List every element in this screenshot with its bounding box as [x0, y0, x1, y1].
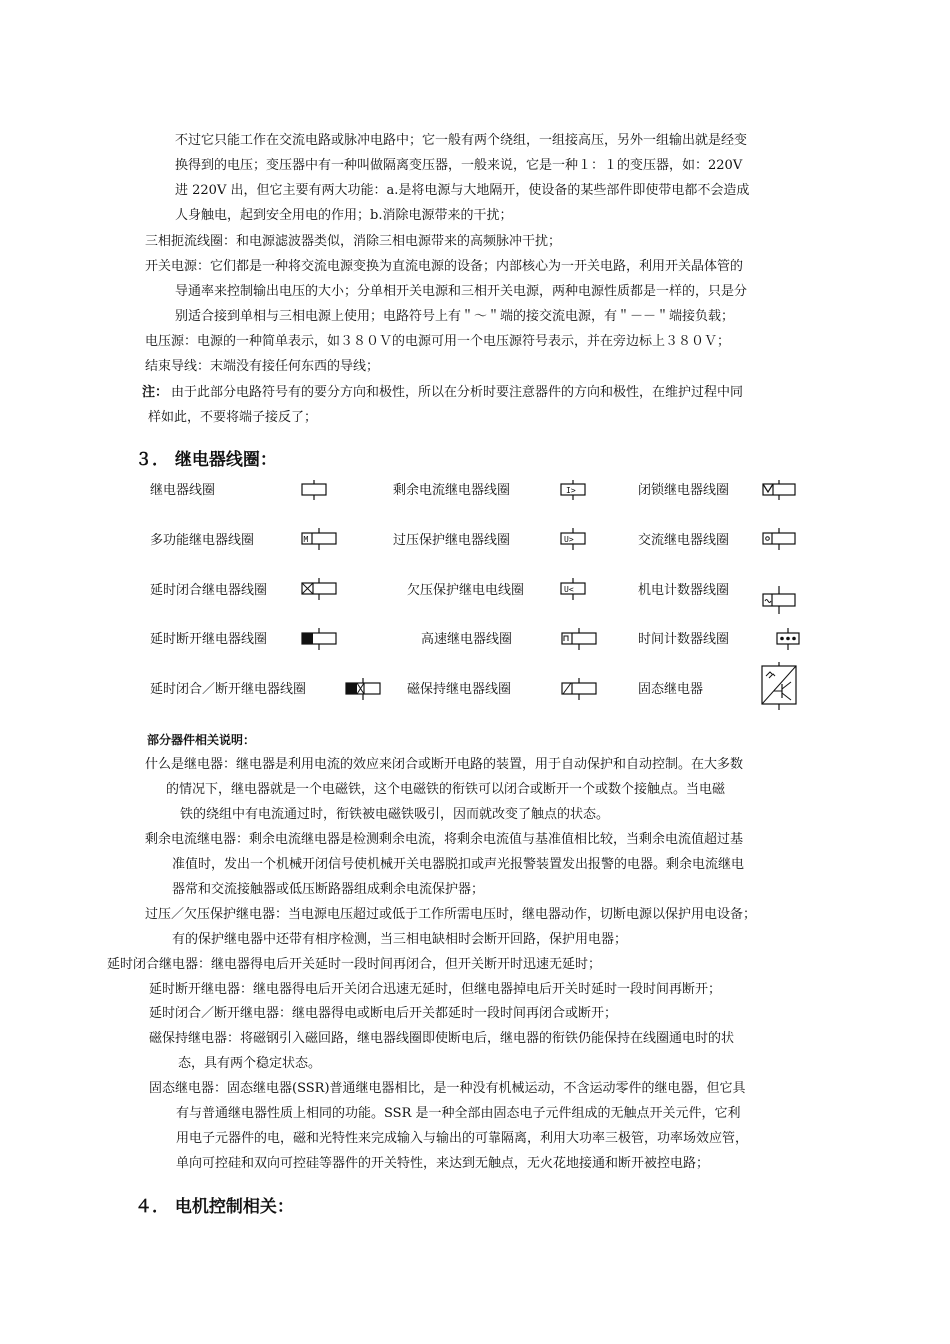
symbol-label: 延时断开继电器线圈 — [150, 632, 268, 647]
symbol-label: 机电计数器线圈 — [638, 583, 730, 598]
intro-line: 进 220V 出，但它主要有两大功能：a.是将电源与大地隔开，使设备的某些部件即使带电都不会造成 — [175, 183, 750, 198]
high-speed-coil-icon — [560, 628, 598, 650]
magnetic-latching-coil-icon — [560, 678, 598, 700]
intro-line: 人身触电，起到安全用电的作用；b.消除电源带来的干扰； — [175, 208, 513, 223]
symbol-mark: U> — [564, 535, 574, 544]
symbol-label: 欠压保护继电电线圈 — [407, 583, 525, 598]
symbol-label: 剩余电流继电器线圈 — [393, 483, 511, 498]
note-line: 剩余电流继电器：剩余电流继电器是检测剩余电流，将剩余电流值与基准值相比较，当剩余电流值超过基 — [145, 832, 744, 847]
intro-line: 开关电源：它们都是一种将交流电源变换为直流电源的设备；内部核心为一开关电路，利用开关晶体管的 — [145, 259, 744, 274]
note-line: 磁保持继电器：将磁钢引入磁回路，继电器线圈即使断电后，继电器的衔铁仍能保持在线圈通电时的状 — [149, 1031, 735, 1046]
note-line: 由于此部分电路符号有的要分方向和极性，所以在分析时要注意器件的方向和极性，在维护过程中同 — [171, 385, 744, 400]
note-line: 用电子元器件的电，磁和光特性来完成输入与输出的可靠隔离，利用大功率三极管，功率场效应管， — [176, 1131, 749, 1146]
delay-open-coil-icon — [300, 628, 338, 650]
note-line: 过压／欠压保护继电器：当电源电压超过或低于工作所需电压时，继电器动作，切断电源以保护用电设备； — [145, 907, 757, 922]
section-3-heading: ３． 继电器线圈： — [135, 450, 277, 470]
overvoltage-coil-icon — [558, 528, 588, 550]
note-line: 延时闭合／断开继电器：继电器得电或断电后开关都延时一段时间再闭合或断开； — [149, 1006, 618, 1021]
intro-line: 结束导线：末端没有接任何东西的导线； — [145, 359, 380, 374]
intro-line: 电压源：电源的一种简单表示，如３８０Ｖ的电源可用一个电压源符号表示，并在旁边标上３８０Ｖ； — [145, 334, 731, 349]
symbol-label: 高速继电器线圈 — [421, 632, 513, 647]
counter-coil-icon — [760, 586, 798, 614]
intro-line: 不过它只能工作在交流电路或脉冲电路中；它一般有两个绕组，一组接高压，另外一组输出就是经变 — [175, 133, 748, 148]
residual-current-coil-icon — [558, 480, 588, 500]
solid-state-relay-icon — [760, 662, 798, 710]
symbol-label: 延时闭合／断开继电器线圈 — [150, 682, 307, 697]
symbol-mark: U< — [564, 585, 574, 594]
symbol-label: 交流继电器线圈 — [638, 533, 730, 548]
intro-line: 换得到的电压；变压器中有一种叫做隔离变压器，一般来说，它是一种１：１的变压器，如：220V — [175, 158, 743, 173]
note-line: 样如此，不要将端子接反了； — [148, 410, 318, 425]
symbol-label: 过压保护继电器线圈 — [393, 533, 511, 548]
latching-coil-icon — [760, 480, 798, 500]
note-line: 延时断开继电器：继电器得电后开关闭合迅速无延时，但继电器掉电后开关时延时一段时间再断开； — [149, 982, 722, 997]
note-line: 固态继电器：固态继电器(SSR)普通继电器相比，是一种没有机械运动，不含运动零件的继电器，但它具 — [149, 1081, 746, 1096]
note-line: 准值时，发出一个机械开闭信号使机械开关电器脱扣或声光报警装置发出报警的电器。剩余电流继电 — [172, 857, 745, 872]
note-line: 器常和交流接触器或低压断路器组成剩余电流保护器； — [172, 882, 485, 897]
delay-close-open-coil-icon — [344, 678, 382, 700]
note-line: 什么是继电器：继电器是利用电流的效应来闭合或断开电路的装置，用于自动保护和自动控制。在大多数 — [145, 757, 744, 772]
notes-title: 部分器件相关说明： — [147, 733, 256, 747]
note-line: 态，具有两个稳定状态。 — [178, 1056, 322, 1071]
note-line: 的情况下，继电器就是一个电磁铁，这个电磁铁的衔铁可以闭合或断开一个或数个接触点。当电磁 — [166, 782, 726, 797]
intro-line: 三相扼流线圈：和电源滤波器类似，消除三相电源带来的高频脉冲干扰； — [145, 234, 562, 249]
note-line: 单向可控硅和双向可控硅等器件的开关特性，来达到无触点，无火花地接通和断开被控电路； — [176, 1156, 710, 1171]
symbol-label: 固态继电器 — [638, 682, 704, 697]
symbol-mark: I> — [566, 486, 576, 495]
ac-coil-icon — [760, 528, 798, 550]
note-label: 注： — [142, 385, 169, 400]
symbol-label: 多功能继电器线圈 — [150, 533, 255, 548]
time-counter-coil-icon — [776, 628, 800, 650]
symbol-label: 延时闭合继电器线圈 — [150, 583, 268, 598]
delay-close-coil-icon — [300, 578, 338, 600]
note-line: 铁的绕组中有电流通过时，衔铁被电磁铁吸引，因而就改变了触点的状态。 — [180, 807, 610, 822]
symbol-label: 闭锁继电器线圈 — [638, 483, 730, 498]
symbol-mark: M — [303, 535, 309, 544]
multifunction-coil-icon — [300, 528, 338, 550]
section-4-heading: ４． 电机控制相关： — [135, 1197, 294, 1217]
symbol-label: 继电器线圈 — [150, 483, 216, 498]
note-line: 延时闭合继电器：继电器得电后开关延时一段时间再闭合，但开关断开时迅速无延时； — [107, 957, 602, 972]
intro-line: 别适合接到单相与三相电源上使用；电路符号上有＂～＂端的接交流电源，有＂－－＂端接负载； — [175, 309, 735, 324]
note-line: 有的保护继电器中还带有相序检测，当三相电缺相时会断开回路，保护用电器； — [172, 932, 628, 947]
intro-line: 导通率来控制输出电压的大小；分单相开关电源和三相开关电源，两种电源性质都是一样的，只是分 — [175, 284, 748, 299]
symbol-label: 时间计数器线圈 — [638, 632, 730, 647]
note-line: 有与普通继电器性质上相同的功能。SSR 是一种全部由固态电子元件组成的无触点开关元件，它利 — [176, 1106, 741, 1121]
symbol-label: 磁保持继电器线圈 — [407, 682, 512, 697]
undervoltage-coil-icon — [558, 578, 588, 600]
relay-coil-icon — [298, 480, 330, 500]
